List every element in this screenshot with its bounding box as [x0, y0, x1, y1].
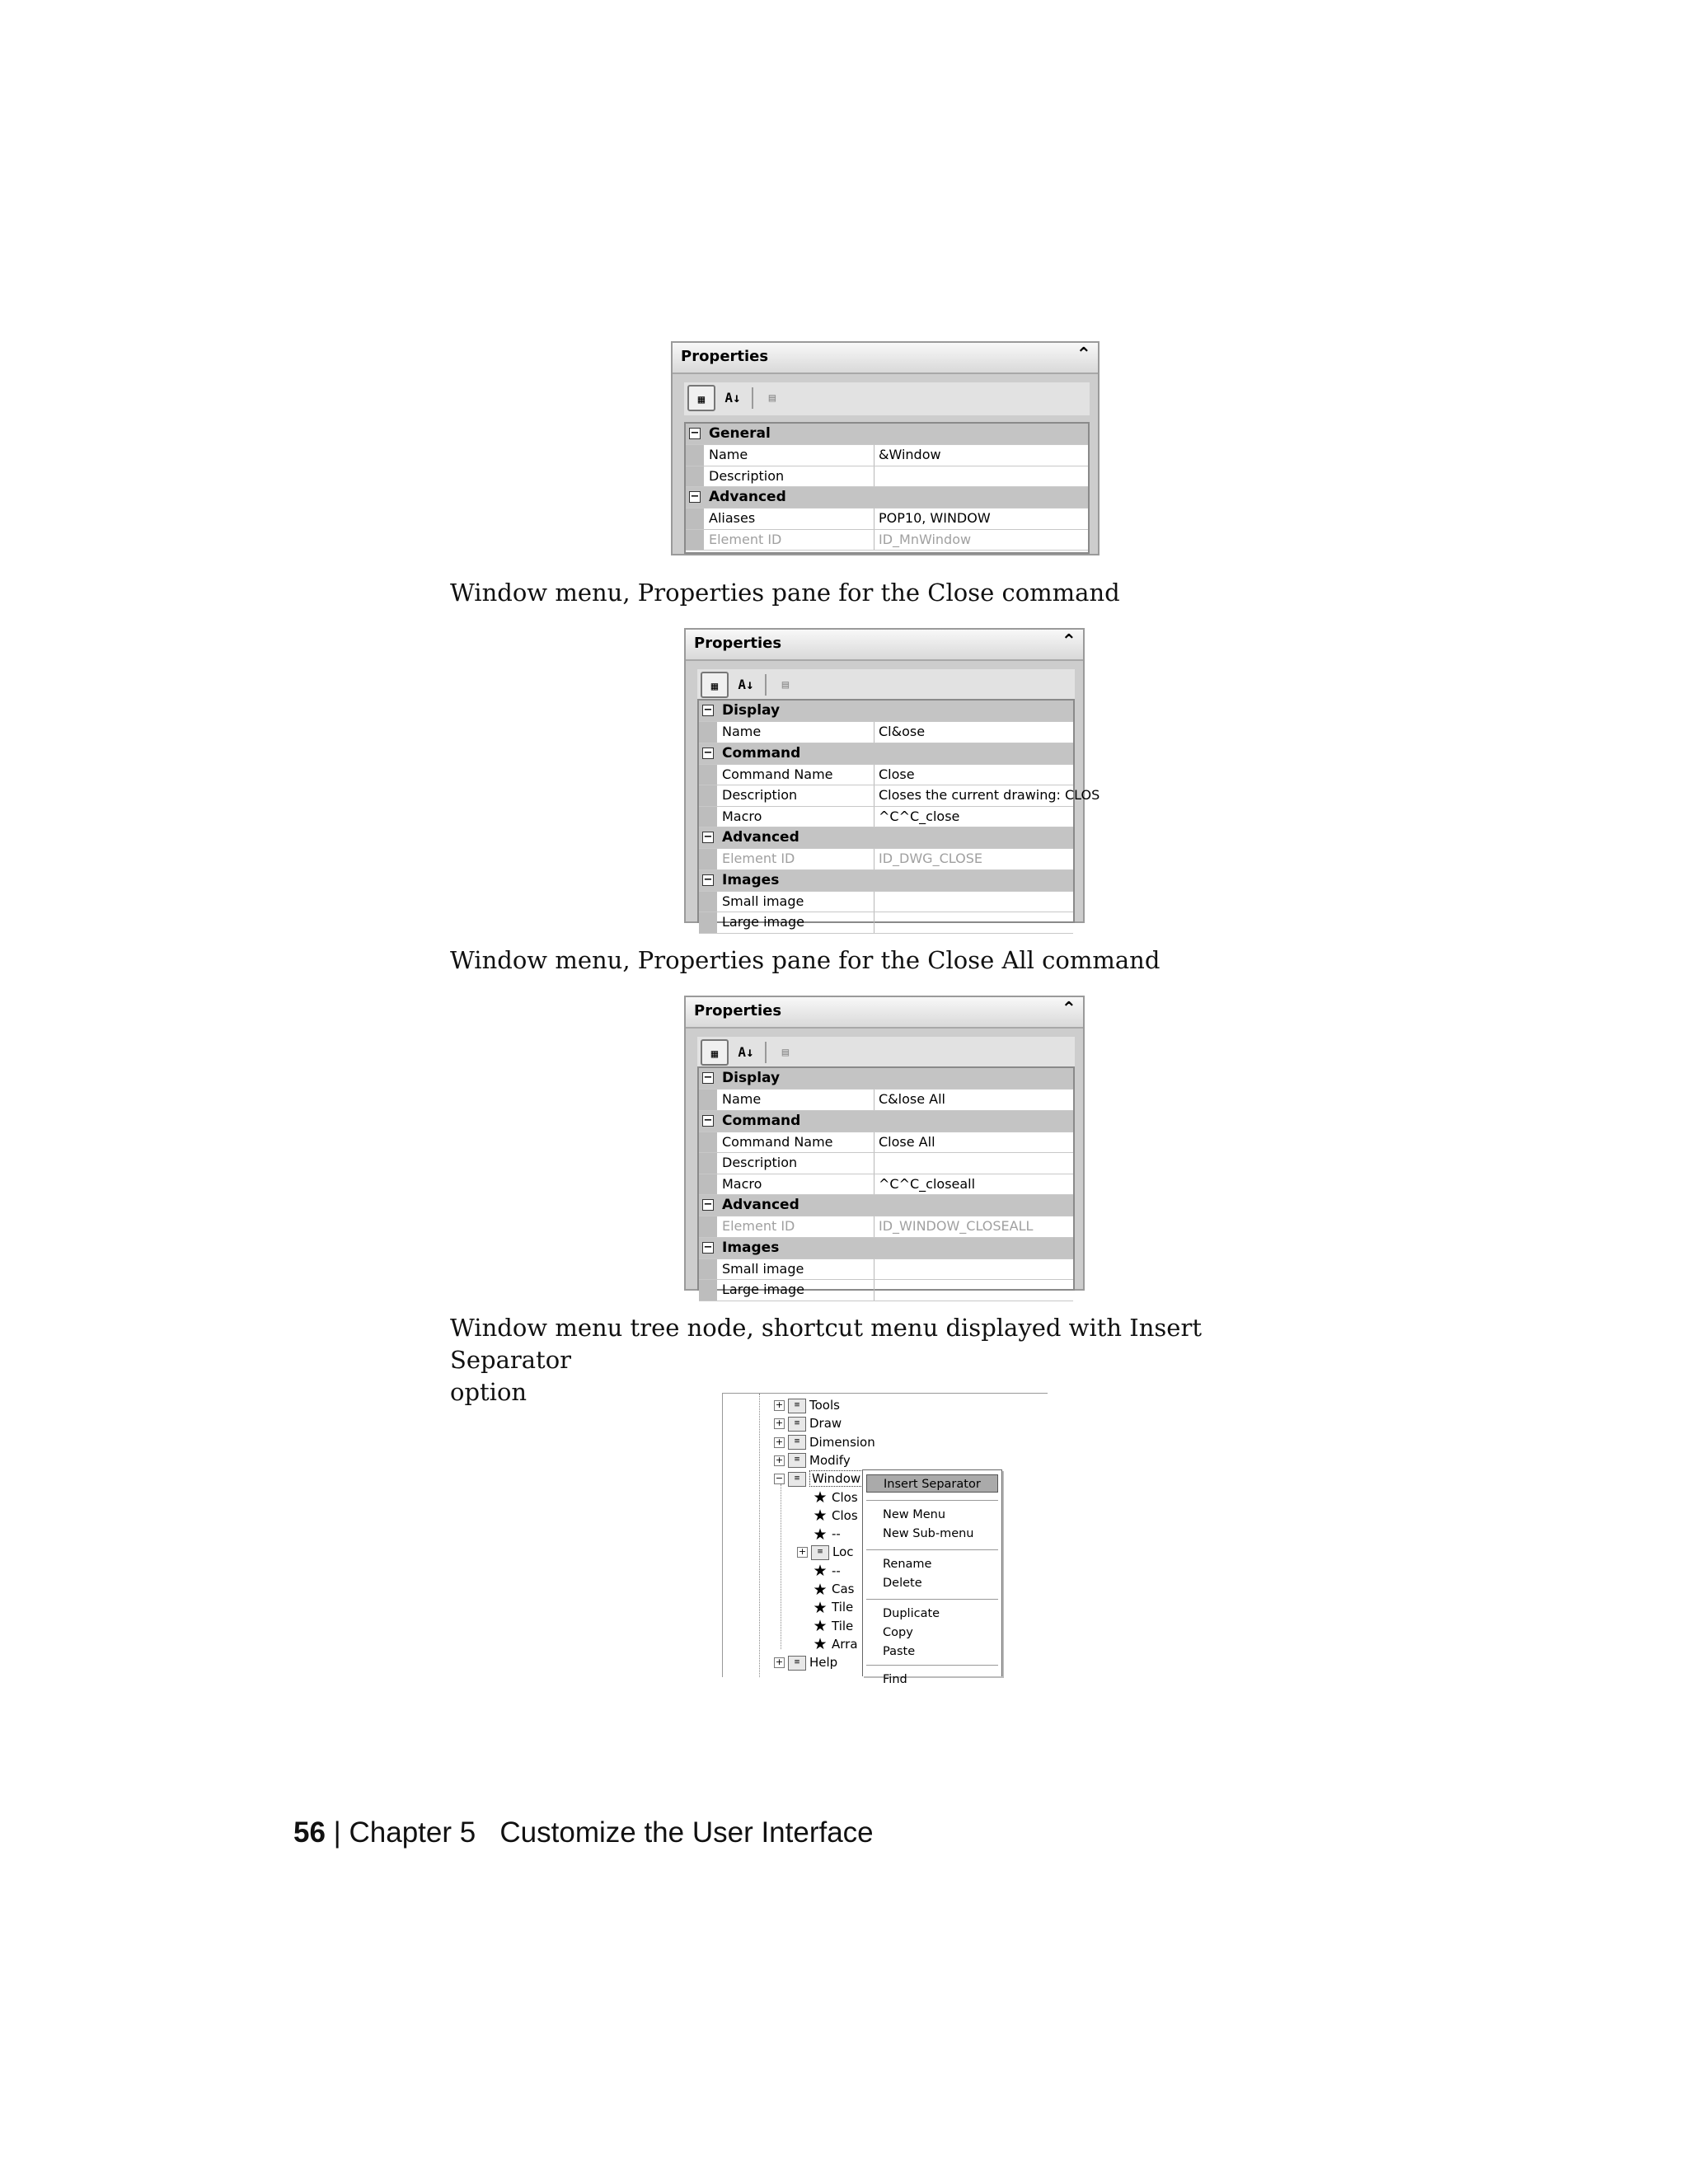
tree-node[interactable]: [812, 1489, 858, 1506]
double-chevron-up-icon[interactable]: ⌃: [1061, 631, 1076, 652]
category-row[interactable]: [699, 870, 1073, 892]
figure-caption-close-all: Window menu, Properties pane for the Close All command: [450, 946, 1160, 974]
collapse-icon[interactable]: −: [775, 1473, 784, 1484]
row-gutter: [699, 1174, 717, 1195]
panel-header: [673, 343, 1098, 374]
property-name: Macro: [722, 1175, 762, 1192]
command-star-icon: ★: [813, 1598, 828, 1617]
alphabetical-sort-icon[interactable]: A↓: [724, 390, 741, 405]
property-name: Command Name: [722, 766, 833, 782]
property-row[interactable]: [699, 1174, 1073, 1196]
panel-toolbar: [697, 1037, 1075, 1070]
property-value[interactable]: ^C^C_closeall: [879, 1175, 976, 1192]
double-chevron-up-icon[interactable]: ⌃: [1076, 344, 1091, 365]
expand-icon[interactable]: +: [775, 1399, 784, 1410]
menu-icon: ≡: [788, 1417, 806, 1432]
expand-icon[interactable]: +: [775, 1657, 784, 1668]
collapse-icon[interactable]: −: [690, 427, 700, 439]
category-row[interactable]: [686, 424, 1088, 445]
property-name: Description: [722, 787, 798, 803]
panel-title: Properties: [694, 635, 782, 652]
tree-node[interactable]: [812, 1599, 853, 1615]
caption-line: Window menu tree node, shortcut menu displayed with Insert Separator: [450, 1314, 1202, 1374]
page-footer: [293, 1816, 874, 1849]
property-row[interactable]: [699, 722, 1073, 743]
collapse-icon[interactable]: −: [703, 1113, 713, 1127]
row-gutter: [686, 466, 704, 487]
properties-panel-close-all-command: [684, 996, 1085, 1297]
category-label: Images: [722, 871, 780, 888]
double-chevron-up-icon[interactable]: ⌃: [1061, 999, 1076, 1019]
tree-node[interactable]: [774, 1397, 840, 1413]
property-row[interactable]: [699, 912, 1073, 934]
tree-node-label: Loc: [832, 1544, 854, 1560]
property-pages-icon[interactable]: ▤: [768, 391, 776, 405]
tree-node-label: Arra: [832, 1636, 858, 1652]
property-grid: [697, 1066, 1075, 1297]
row-gutter: [699, 1280, 717, 1301]
row-gutter: [699, 807, 717, 827]
property-value[interactable]: ID_MnWindow: [879, 531, 972, 547]
menu-separator: [866, 1500, 998, 1501]
property-value[interactable]: &Window: [879, 447, 941, 462]
property-name: Description: [709, 467, 785, 484]
tree-node-label: Clos: [832, 1507, 858, 1523]
property-row[interactable]: [699, 785, 1100, 807]
property-row[interactable]: [686, 445, 1088, 466]
property-grid: [684, 422, 1090, 554]
property-name: Element ID: [709, 531, 782, 547]
row-gutter: [699, 1216, 717, 1237]
collapse-icon[interactable]: −: [703, 831, 713, 843]
category-label: Command: [722, 744, 801, 762]
tree-node-label: Draw: [809, 1416, 842, 1432]
command-star-icon: ★: [813, 1635, 828, 1654]
property-row[interactable]: [699, 1280, 1073, 1301]
category-row[interactable]: [699, 1068, 1073, 1090]
property-name: Description: [722, 1155, 798, 1170]
category-label: Advanced: [722, 1197, 799, 1213]
property-name: Large image: [722, 1282, 804, 1297]
row-gutter: [699, 912, 717, 933]
tree-node[interactable]: [774, 1452, 851, 1469]
menu-item[interactable]: Paste: [883, 1645, 916, 1658]
toolbar-divider: [765, 674, 767, 696]
toolbar-divider: [752, 387, 753, 409]
property-name: Small image: [722, 893, 804, 909]
tree-node-label: Modify: [809, 1452, 851, 1468]
expand-icon[interactable]: +: [775, 1436, 784, 1447]
tree-node[interactable]: [774, 1654, 837, 1671]
tree-node-label: Clos: [832, 1489, 858, 1505]
row-gutter: [686, 445, 704, 466]
panel-toolbar: [684, 382, 1090, 415]
command-star-icon: ★: [813, 1617, 828, 1636]
tree-node[interactable]: [812, 1581, 854, 1597]
expand-icon[interactable]: +: [798, 1546, 807, 1558]
property-row[interactable]: [699, 849, 1073, 870]
tree-node[interactable]: [774, 1415, 842, 1432]
tree-node-label: Cas: [832, 1582, 855, 1596]
footer-divider: |: [333, 1816, 341, 1849]
page-number: 56: [293, 1816, 326, 1849]
category-row[interactable]: [699, 701, 1073, 722]
row-gutter: [699, 1153, 717, 1174]
tree-node[interactable]: [797, 1544, 854, 1560]
menu-icon: ≡: [788, 1435, 806, 1450]
tree-node-label: Dimension: [809, 1434, 875, 1450]
category-row[interactable]: [699, 1111, 1073, 1132]
property-value[interactable]: Close All: [879, 1133, 935, 1150]
property-value[interactable]: ^C^C_close: [879, 808, 960, 824]
shortcut-menu: [862, 1469, 1002, 1686]
properties-panel-close-command: [684, 628, 1100, 930]
property-name: Large image: [722, 914, 804, 930]
tree-node[interactable]: [774, 1470, 863, 1487]
menu-icon: ≡: [811, 1545, 829, 1560]
categorized-view-icon[interactable]: ▦: [701, 672, 729, 698]
properties-panel-window-menu: [671, 341, 1100, 555]
tree-node[interactable]: [774, 1434, 875, 1451]
collapse-icon[interactable]: −: [703, 1240, 713, 1254]
row-gutter: [699, 722, 717, 743]
command-star-icon: ★: [813, 1580, 828, 1599]
property-value[interactable]: C&lose All: [879, 1091, 945, 1107]
property-row[interactable]: [699, 1153, 1073, 1174]
property-name: Macro: [722, 808, 762, 824]
caption-line: option: [450, 1378, 528, 1406]
row-gutter: [699, 892, 717, 912]
row-gutter: [699, 849, 717, 869]
category-row[interactable]: [699, 1195, 1073, 1216]
property-value[interactable]: ID_WINDOW_CLOSEALL: [879, 1218, 1034, 1234]
category-label: Display: [722, 702, 781, 719]
panel-header: [686, 630, 1083, 661]
category-label: Advanced: [709, 489, 786, 505]
panel-title: Properties: [694, 1002, 782, 1019]
command-star-icon: ★: [813, 1488, 828, 1507]
panel-toolbar: [697, 669, 1075, 702]
row-gutter: [699, 1132, 717, 1153]
collapse-icon[interactable]: −: [703, 746, 713, 759]
property-pages-icon[interactable]: ▤: [781, 1046, 790, 1059]
menu-icon: ≡: [788, 1472, 806, 1487]
property-name: Small image: [722, 1260, 804, 1277]
panel-title: Properties: [681, 348, 769, 365]
categorized-view-icon[interactable]: ▦: [701, 1039, 729, 1066]
collapse-icon[interactable]: −: [703, 873, 713, 886]
tree-node-label: Tile: [832, 1618, 854, 1633]
property-value[interactable]: POP10, WINDOW: [879, 510, 991, 526]
property-name: Name: [722, 1091, 762, 1107]
command-star-icon: ★: [813, 1562, 828, 1581]
row-gutter: [699, 1259, 717, 1280]
property-value[interactable]: ID_DWG_CLOSE: [879, 851, 982, 866]
property-row[interactable]: [699, 1259, 1073, 1281]
property-row[interactable]: [699, 1090, 1073, 1111]
property-pages-icon[interactable]: ▤: [781, 678, 790, 691]
category-row[interactable]: [699, 827, 1073, 849]
property-row[interactable]: [686, 530, 1088, 551]
toolbar-divider: [765, 1042, 767, 1063]
category-label: Images: [722, 1239, 780, 1256]
chapter-title: Customize the User Interface: [499, 1816, 874, 1849]
command-star-icon: ★: [813, 1507, 828, 1526]
tree-node-label: Window: [809, 1470, 863, 1487]
category-label: Display: [722, 1070, 781, 1086]
property-value[interactable]: Closes the current drawing: CLOS: [879, 787, 1100, 803]
menu-icon: ≡: [788, 1656, 806, 1671]
collapse-icon[interactable]: −: [703, 704, 713, 716]
menu-separator: [866, 1549, 998, 1550]
command-star-icon: ★: [813, 1525, 828, 1544]
property-row[interactable]: [699, 892, 1073, 913]
property-name: Command Name: [722, 1133, 833, 1150]
category-label: Command: [722, 1112, 801, 1129]
tree-node-label: Help: [809, 1655, 838, 1671]
categorized-view-icon[interactable]: ▦: [687, 385, 715, 411]
collapse-icon[interactable]: −: [703, 1198, 713, 1211]
category-row[interactable]: [699, 1238, 1073, 1259]
property-row[interactable]: [699, 1216, 1073, 1238]
menu-item[interactable]: Find: [883, 1673, 907, 1686]
collapse-icon[interactable]: −: [690, 490, 700, 503]
tree-guide-line: [759, 1394, 760, 1677]
expand-icon[interactable]: +: [775, 1418, 784, 1429]
menu-icon: ≡: [788, 1399, 806, 1413]
tree-node-label: Tools: [809, 1398, 840, 1413]
menu-item[interactable]: Delete: [883, 1577, 922, 1590]
category-label: Advanced: [722, 829, 799, 846]
property-grid: [697, 699, 1100, 930]
property-row[interactable]: [699, 807, 1073, 828]
menu-separator: [866, 1599, 998, 1600]
menu-item[interactable]: New Sub-menu: [883, 1527, 974, 1540]
tree-node[interactable]: [812, 1636, 858, 1652]
property-name: Element ID: [722, 851, 795, 866]
alphabetical-sort-icon[interactable]: A↓: [738, 1044, 754, 1060]
menu-item[interactable]: Copy: [883, 1626, 913, 1639]
figure-caption-close: Window menu, Properties pane for the Close command: [450, 579, 1120, 607]
tree-node[interactable]: [812, 1618, 853, 1634]
chapter-label: Chapter 5: [349, 1816, 476, 1849]
menu-item[interactable]: Insert Separator: [866, 1474, 998, 1493]
menu-item[interactable]: Rename: [883, 1558, 932, 1571]
tree-node-label: --: [832, 1563, 841, 1578]
property-name: Name: [722, 724, 762, 739]
tree-node-label: --: [832, 1526, 841, 1542]
property-row[interactable]: [699, 1132, 1073, 1154]
tree-node[interactable]: [812, 1526, 841, 1542]
category-label: General: [709, 425, 771, 442]
tree-node[interactable]: [812, 1507, 858, 1524]
property-name: Name: [709, 447, 748, 462]
row-gutter: [699, 785, 717, 806]
menu-separator: [866, 1665, 998, 1666]
menu-icon: ≡: [788, 1453, 806, 1468]
menu-item[interactable]: Duplicate: [883, 1607, 940, 1620]
property-name: Element ID: [722, 1218, 795, 1234]
panel-header: [686, 997, 1083, 1029]
alphabetical-sort-icon[interactable]: A↓: [738, 677, 754, 692]
category-row[interactable]: [686, 487, 1088, 509]
property-row[interactable]: [686, 509, 1088, 530]
category-row[interactable]: [699, 743, 1073, 765]
menu-item[interactable]: New Menu: [883, 1508, 946, 1521]
property-value[interactable]: Cl&ose: [879, 724, 926, 739]
property-value[interactable]: Close: [879, 766, 915, 782]
row-gutter: [699, 765, 717, 785]
row-gutter: [686, 509, 704, 529]
collapse-icon[interactable]: −: [703, 1071, 713, 1084]
expand-icon[interactable]: +: [775, 1454, 784, 1465]
property-row[interactable]: [699, 765, 1073, 786]
property-name: Aliases: [709, 510, 756, 526]
row-gutter: [686, 530, 704, 551]
row-gutter: [699, 1090, 717, 1110]
tree-node-label: Tile: [832, 1600, 854, 1615]
tree-node[interactable]: [812, 1563, 841, 1579]
property-row[interactable]: [686, 466, 1088, 488]
